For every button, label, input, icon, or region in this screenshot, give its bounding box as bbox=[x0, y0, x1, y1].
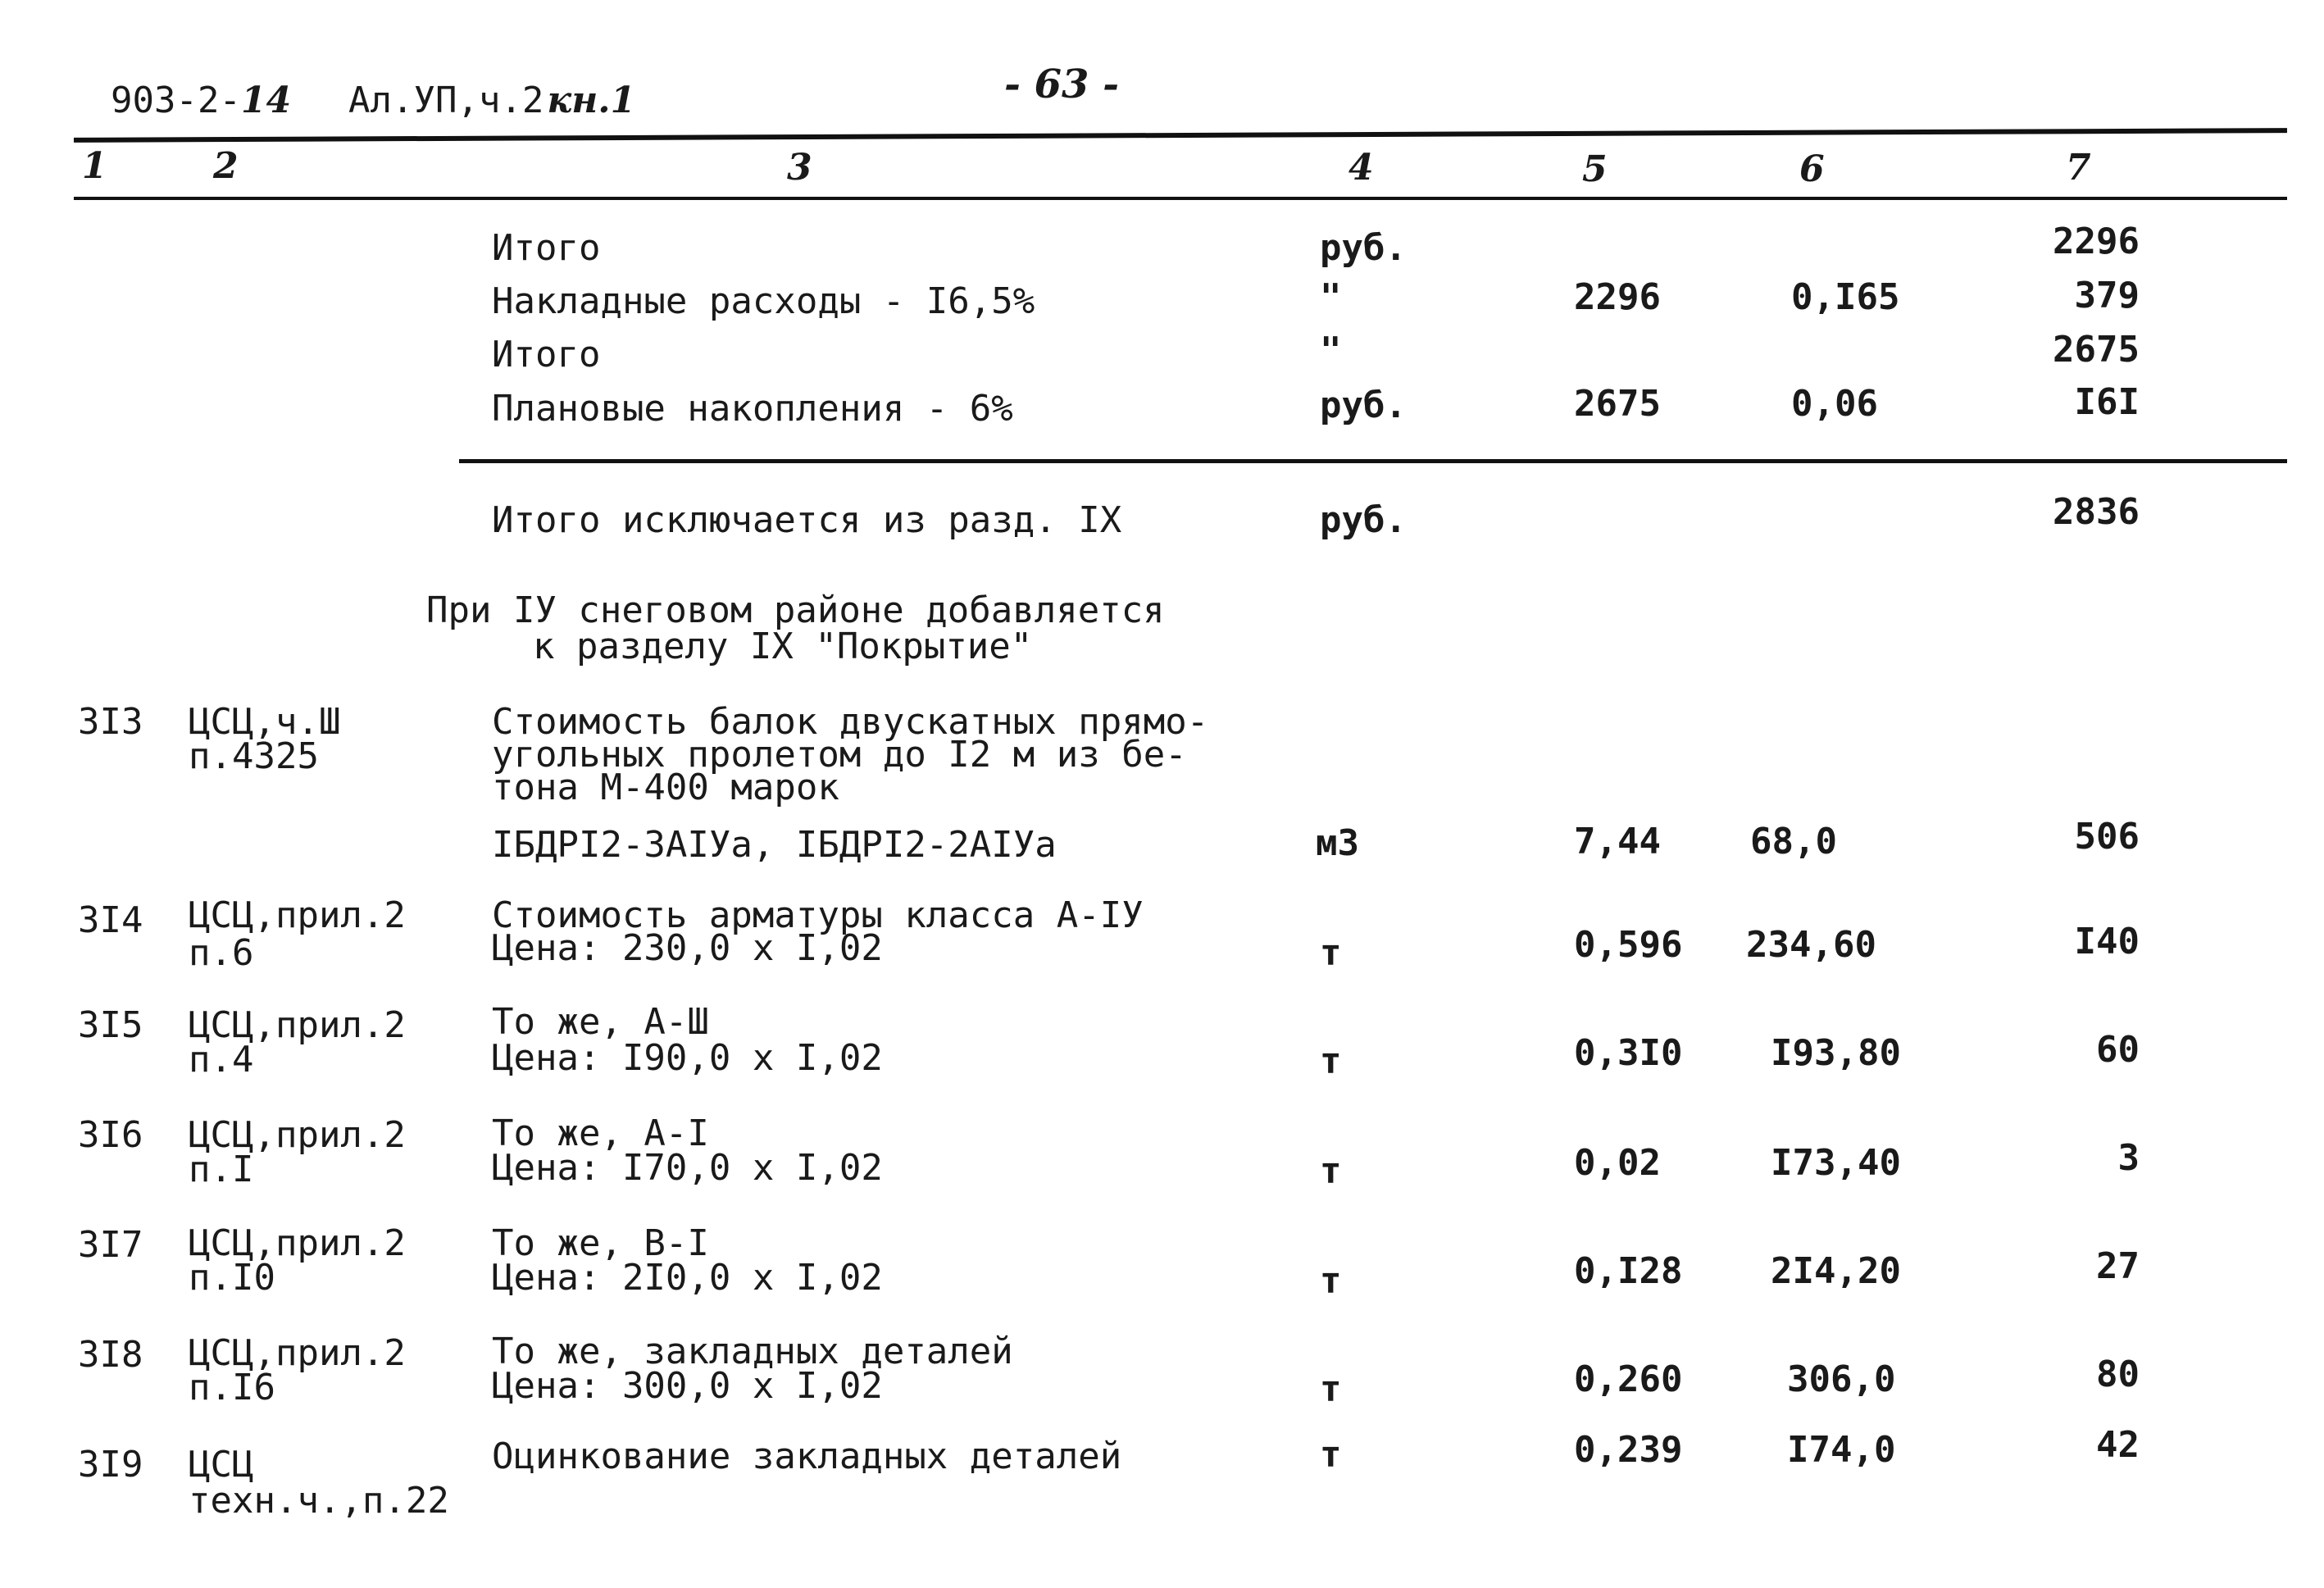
row-reference: ЦСЦ,прил.2 bbox=[189, 1222, 406, 1264]
summary-total: 379 bbox=[2074, 275, 2140, 316]
header-rule bbox=[74, 128, 2287, 143]
row-quantity: 0,596 bbox=[1574, 924, 1683, 966]
row-description: тона М-400 марок bbox=[492, 767, 839, 808]
summary-name: Итого bbox=[492, 334, 601, 375]
col-header-3: 3 bbox=[787, 147, 812, 189]
row-number: 3I6 bbox=[78, 1114, 143, 1156]
summary-total: I6I bbox=[2074, 381, 2140, 423]
row-price: 306,0 bbox=[1787, 1358, 1896, 1400]
col-header-4: 4 bbox=[1348, 147, 1374, 189]
row-reference: ЦСЦ,прил.2 bbox=[189, 1004, 406, 1046]
col-header-6: 6 bbox=[1799, 148, 1825, 190]
row-description: Цена: 230,0 х I,02 bbox=[492, 927, 883, 969]
album-handwritten: кн.1 bbox=[547, 80, 636, 121]
summary-rule bbox=[459, 459, 2287, 463]
row-number: 3I3 bbox=[78, 701, 143, 743]
row-reference: ЦСЦ,прил.2 bbox=[189, 1114, 406, 1156]
summary-price: 0,I65 bbox=[1791, 276, 1900, 318]
summary-unit: руб. bbox=[1320, 227, 1407, 269]
summary-unit: " bbox=[1320, 330, 1342, 371]
row-description: Цена: I90,0 х I,02 bbox=[492, 1037, 883, 1079]
row-description: Цена: 2I0,0 х I,02 bbox=[492, 1257, 883, 1299]
document-code bbox=[111, 82, 291, 120]
doc-code-text: 903-2- bbox=[111, 80, 241, 121]
row-description: То же, закладных деталей bbox=[492, 1331, 1013, 1372]
row-description: IБДРI2-3АIУа, IБДРI2-2АIУа bbox=[492, 824, 1057, 866]
row-reference: ЦСЦ,прил.2 bbox=[189, 1332, 406, 1374]
row-reference: п.I6 bbox=[189, 1367, 275, 1408]
row-reference: ЦСЦ,прил.2 bbox=[189, 894, 406, 936]
row-price: 2I4,20 bbox=[1771, 1250, 1901, 1292]
row-total: 506 bbox=[2074, 816, 2140, 858]
row-price: I74,0 bbox=[1787, 1429, 1896, 1471]
row-total: 80 bbox=[2096, 1354, 2140, 1395]
summary-qty: 2296 bbox=[1574, 276, 1661, 318]
row-description: Цена: I70,0 х I,02 bbox=[492, 1147, 883, 1189]
row-description: угольных пролетом до I2 м из бе- bbox=[492, 734, 1187, 776]
row-quantity: 7,44 bbox=[1574, 821, 1661, 862]
row-quantity: 0,260 bbox=[1574, 1358, 1683, 1400]
row-description: То же, В-I bbox=[492, 1222, 709, 1264]
excluded-name: Итого исключается из разд. IX bbox=[492, 499, 1122, 541]
row-quantity: 0,3I0 bbox=[1574, 1032, 1683, 1074]
summary-name: Плановые накопления - 6% bbox=[492, 388, 1013, 430]
row-description: Стоимость арматуры класса А-IУ bbox=[492, 894, 1144, 936]
row-unit: м3 bbox=[1316, 822, 1359, 864]
row-reference: ЦСЦ,ч.Ш bbox=[189, 701, 341, 743]
summary-name: Накладные расходы - I6,5% bbox=[492, 280, 1035, 322]
excluded-total: 2836 bbox=[2053, 491, 2140, 533]
row-reference: ЦСЦ bbox=[189, 1444, 254, 1486]
section-note-line-1: При IУ снеговом районе добавляется bbox=[426, 589, 1165, 631]
row-description: Стоимость балок двускатных прямо- bbox=[492, 701, 1209, 743]
album-reference bbox=[348, 82, 635, 120]
row-price: I93,80 bbox=[1771, 1032, 1901, 1074]
section-note-line-2: к разделу IX "Покрытие" bbox=[533, 626, 1033, 667]
row-price: 68,0 bbox=[1750, 821, 1837, 862]
row-number: 3I9 bbox=[78, 1444, 143, 1486]
row-price: I73,40 bbox=[1771, 1142, 1901, 1184]
row-total: 27 bbox=[2096, 1245, 2140, 1287]
page-number: - 63 - bbox=[1004, 61, 1120, 107]
row-unit: т bbox=[1320, 1434, 1342, 1476]
row-reference: п.4325 bbox=[189, 735, 319, 777]
row-description: То же, А-I bbox=[492, 1113, 709, 1154]
row-reference: п.I0 bbox=[189, 1257, 275, 1299]
col-header-5: 5 bbox=[1582, 148, 1608, 190]
row-number: 3I5 bbox=[78, 1004, 143, 1046]
summary-total: 2296 bbox=[2053, 221, 2140, 262]
summary-price: 0,06 bbox=[1791, 383, 1878, 425]
row-reference: п.6 bbox=[189, 932, 254, 974]
summary-unit: руб. bbox=[1320, 384, 1407, 426]
summary-total: 2675 bbox=[2053, 329, 2140, 371]
row-price: 234,60 bbox=[1746, 924, 1876, 966]
row-quantity: 0,I28 bbox=[1574, 1250, 1683, 1292]
row-number: 3I8 bbox=[78, 1334, 143, 1376]
row-description: То же, А-Ш bbox=[492, 1001, 709, 1043]
row-reference: п.I bbox=[189, 1149, 254, 1190]
row-reference: п.4 bbox=[189, 1039, 254, 1081]
excluded-unit: руб. bbox=[1320, 499, 1407, 541]
row-reference: техн.ч.,п.22 bbox=[189, 1480, 449, 1522]
col-header-7: 7 bbox=[2066, 147, 2091, 189]
row-total: 60 bbox=[2096, 1029, 2140, 1071]
row-total: 3 bbox=[2117, 1137, 2140, 1179]
doc-code-handwritten: 14 bbox=[240, 80, 292, 121]
album-text: Ал.УП,ч.2 bbox=[348, 80, 544, 121]
summary-name: Итого bbox=[492, 227, 601, 269]
row-number: 3I4 bbox=[78, 899, 143, 941]
row-quantity: 0,02 bbox=[1574, 1142, 1661, 1184]
row-unit: т bbox=[1320, 1368, 1342, 1410]
row-description: Оцинкование закладных деталей bbox=[492, 1436, 1122, 1477]
row-quantity: 0,239 bbox=[1574, 1429, 1683, 1471]
row-unit: т bbox=[1320, 1260, 1342, 1302]
row-total: 42 bbox=[2096, 1424, 2140, 1466]
row-description: Цена: 300,0 х I,02 bbox=[492, 1365, 883, 1407]
row-unit: т bbox=[1320, 1040, 1342, 1082]
summary-qty: 2675 bbox=[1574, 383, 1661, 425]
column-header-rule bbox=[74, 197, 2287, 200]
row-total: I40 bbox=[2074, 921, 2140, 962]
row-number: 3I7 bbox=[78, 1224, 143, 1266]
summary-unit: " bbox=[1320, 276, 1342, 318]
row-unit: т bbox=[1320, 932, 1342, 974]
row-unit: т bbox=[1320, 1150, 1342, 1192]
col-header-2: 2 bbox=[213, 145, 239, 187]
col-header-1: 1 bbox=[82, 145, 107, 187]
